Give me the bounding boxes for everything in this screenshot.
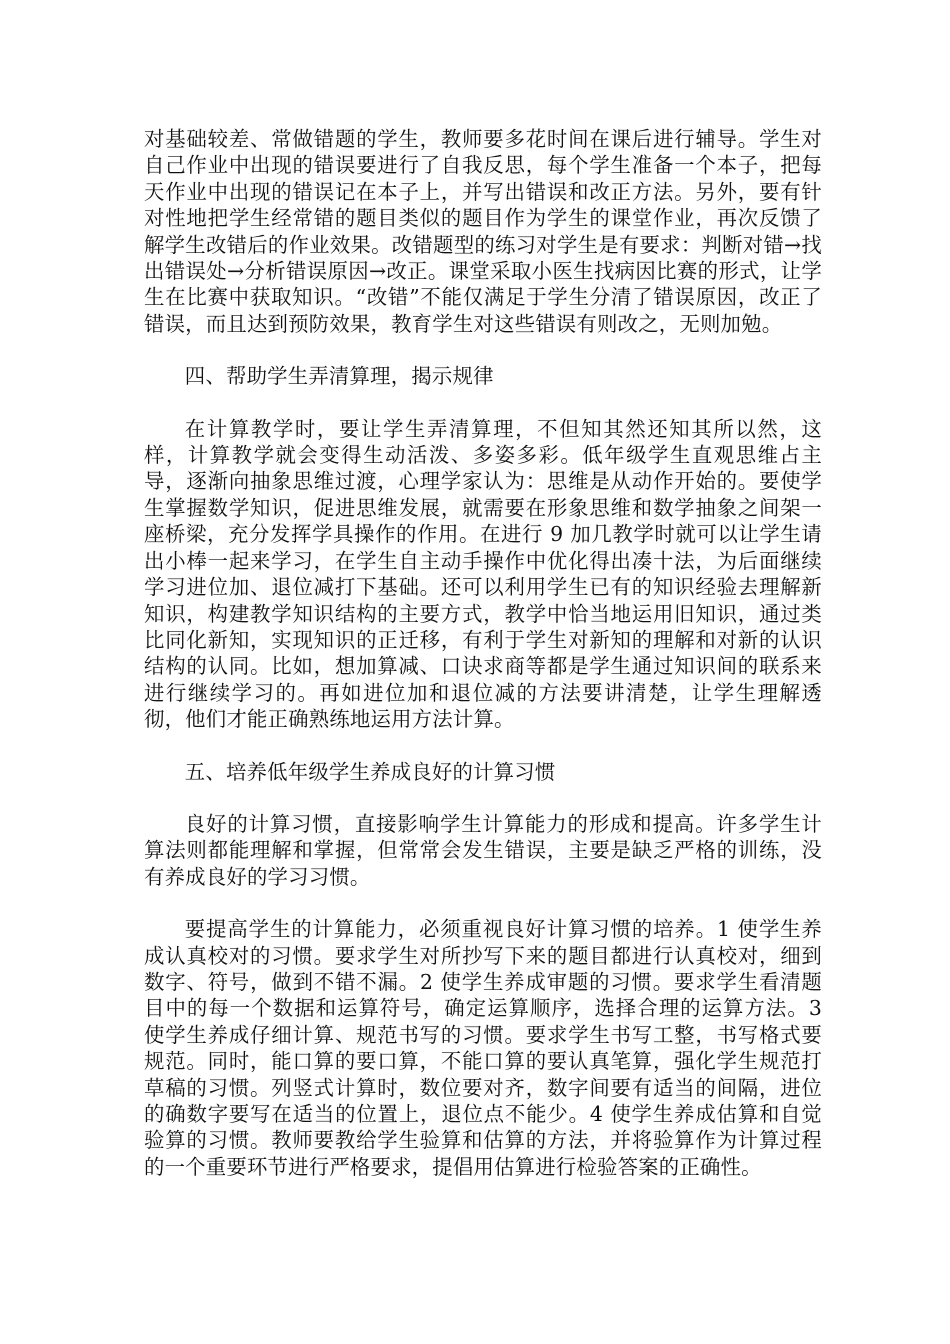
section-heading-5: 五、培养低年级学生养成良好的计算习惯 <box>184 759 556 784</box>
document-body <box>144 126 822 1206</box>
paragraph-calculation-habits-intro: 良好的计算习惯，直接影响学生计算能力的形成和提高。许多学生计算法则都能理解和掌握，但常常会发生错误，主要是缺乏严格的训练，没有养成良好的学习习惯。 <box>144 811 822 889</box>
paragraph-arithmetic-reasoning: 在计算教学时，要让学生弄清算理，不但知其然还知其所以然，这样，计算教学就会变得生动活泼、多姿多彩。低年级学生直观思维占主导，逐渐向抽象思维过渡，心理学家认为：思维是从动作开始的。要使学生掌握数学知识，促进思维发展，就需要在形象思维和数学抽象之间架一座桥梁，充分发挥学具操作的作用。在进行 9 加几教学时就可以让学生请出小棒一起来学习，在学生自主动手操作中优化得出凑十法，为后面继续学习进位加、退位减打下基础。还可以利用学生已有的知识经验去理解新知识，构建教学知识结构的主要方式，教学中恰当地运用旧知识，通过类比同化新知，实现知识的正迁移，有利于学生对新知的理解和对新的认识结构的认同。比如，想加算减、口诀求商等都是学生通过知识间的联系来进行继续学习的。再如进位加和退位减的方法要讲清楚，让学生理解透彻，他们才能正确熟练地运用方法计算。 <box>144 416 822 732</box>
section-heading-4: 四、帮助学生弄清算理，揭示规律 <box>184 364 494 389</box>
paragraph-error-correction: 对基础较差、常做错题的学生，教师要多花时间在课后进行辅导。学生对自己作业中出现的错误要进行了自我反思，每个学生准备一个本子，把每天作业中出现的错误记在本子上，并写出错误和改正方法。另外，要有针对性地把学生经常错的题目类似的题目作为学生的课堂作业，再次反馈了解学生改错后的作业效果。改错题型的练习对学生是有要求：判断对错→找出错误处→分析错误原因→改正。课堂采取小医生找病因比赛的形式，让学生在比赛中获取知识。“改错”不能仅满足于学生分清了错误原因，改正了错误，而且达到预防效果，教育学生对这些错误有则改之，无则加勉。 <box>144 127 822 336</box>
paragraph-calculation-habits-detail: 要提高学生的计算能力，必须重视良好计算习惯的培养。1 使学生养成认真校对的习惯。要求学生对所抄写下来的题目都进行认真校对，细到数字、符号，做到不错不漏。2 使学生养成审题的习惯。要求学生看清题目中的每一个数据和运算符号，确定运算顺序，选择合理的运算方法。3 使学生养成仔细计算、规范书写的习惯。要求学生书写工整，书写格式要规范。同时，能口算的要口算，不能口算的要认真笔算，强化学生规范打草稿的习惯。列竖式计算时，数位要对齐，数字间要有适当的间隔，进位的确数字要写在适当的位置上，退位点不能少。4 使学生养成估算和自觉验算的习惯。教师要教给学生验算和估算的方法，并将验算作为计算过程的一个重要环节进行严格要求，提倡用估算进行检验答案的正确性。 <box>144 917 822 1179</box>
